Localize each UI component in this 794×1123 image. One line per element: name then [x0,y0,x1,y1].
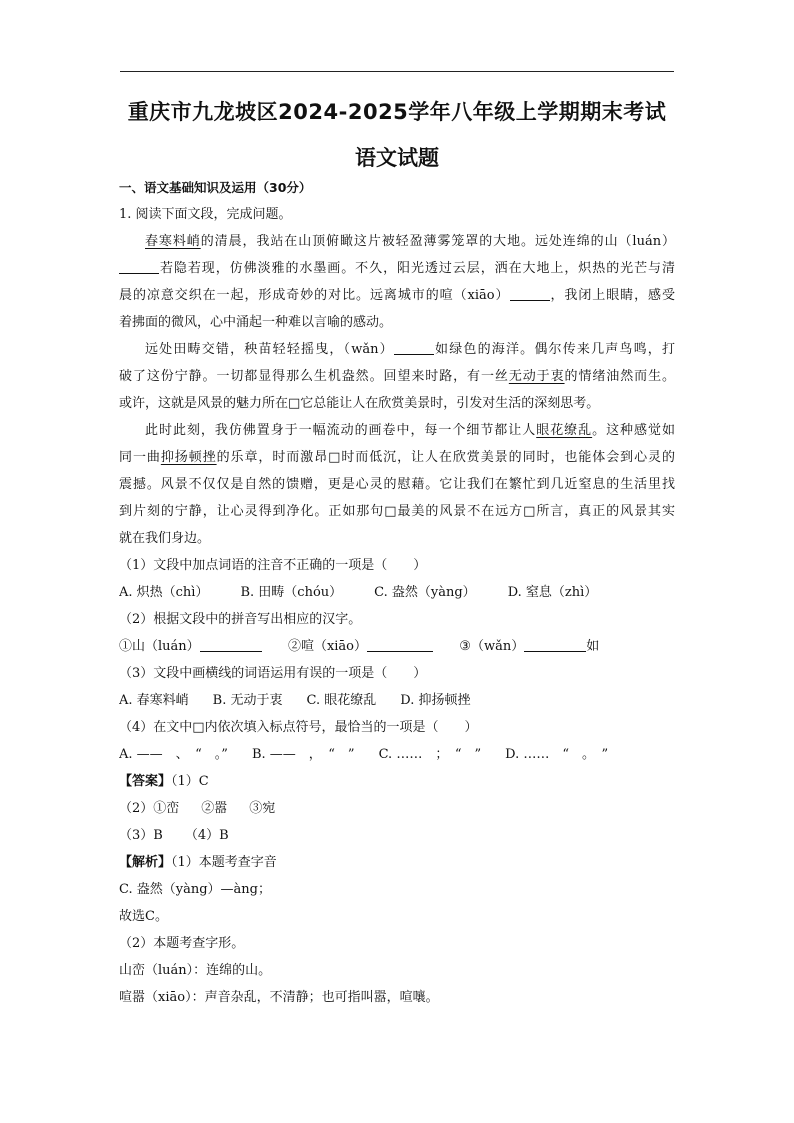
passage-line: 或许，这就是风景的魅力所在□它总能让人在欣赏美景时，引发对生活的深刻思考。 [119,396,600,411]
passage-line [119,417,675,444]
text: 此时此刻，我仿佛置身于一幅流动的画卷中，每一个细节都让人 [145,423,537,438]
sub-question-1: （1）文段中加点词语的注音不正确的一项是（ ） [119,558,427,573]
text: 同一曲 [119,450,161,465]
analysis-line: 故选C。 [119,909,168,924]
option-c: C. 眼花缭乱 [306,693,377,708]
page-subtitle: 语文试题 [355,146,439,170]
text: 的清晨，我站在山顶俯瞰这片被轻盈薄雾笼罩的大地。远处连绵的山（luán） [200,234,675,249]
fill-blank [524,637,586,652]
passage-line: 着拂面的微风，心中涌起一种难以言喻的感动。 [119,315,393,330]
options-1 [119,579,675,606]
answer-line [119,768,675,795]
text: ，我闭上眼睛，感受 [549,288,675,303]
option-c: C. 盎然（yàng） [374,585,476,600]
page-title: 重庆市九龙坡区2024-2025学年八年级上学期期末考试 [127,100,667,124]
option-b: B. 无动于衷 [212,693,283,708]
passage-line: 震撼。风景不仅仅是自然的馈赠，更是心灵的慰藉。它让我们在繁忙到几近窒息的生活里找 [119,477,675,492]
fill-item-3: ③（wǎn） [459,639,525,654]
passage-line [119,282,675,309]
text: 的情绪油然而生。 [564,369,675,384]
answer-34 [119,822,675,849]
underlined-phrase: 眼花缭乱 [536,423,593,438]
option-a: A. 春寒料峭 [119,693,189,708]
sub-question-4: （4）在文中□内依次填入标点符号，最恰当的一项是（ ） [119,720,478,735]
option-d: D. 抑扬顿挫 [400,693,471,708]
text: 破了这份宁静。一切都显得那么生机盎然。回望来时路，有一丝 [119,369,509,384]
options-3 [119,687,675,714]
answer-3: （3）B [119,828,163,843]
sub-question-2: （2）根据文段中的拼音写出相应的汉字。 [119,612,362,627]
text: 。这种感觉如 [592,423,675,438]
underlined-phrase: 抑扬顿挫 [160,450,217,465]
passage-line [119,336,675,363]
underlined-phrase: 春寒料峭 [145,234,201,249]
analysis-line: C. 盎然（yàng）—àng； [119,882,271,897]
fill-blank [394,340,434,355]
passage-line [119,255,675,282]
answer-2-part: （2）①峦 [119,801,180,816]
option-b: B. 田畴（chóu） [240,585,343,600]
passage-line: 到片刻的宁静，让心灵得到净化。正如那句□最美的风景不在远方□所言，真正的风景其实 [119,504,675,519]
options-4 [119,741,675,768]
option-c: C. …… ； “ ” [378,747,482,762]
answer-2-part: ③宛 [249,801,276,816]
fill-item-1: ①山（luán） [119,639,200,654]
analysis-text: （1）本题考查字音 [171,855,277,870]
answer-2 [119,795,675,822]
fill-blank [119,259,159,274]
fill-suffix: 如 [586,639,600,654]
answer-4: （4）B [184,828,229,843]
passage-line: 就在我们身边。 [119,531,211,546]
option-a: A. 炽热（chì） [119,585,209,600]
passage-line [119,363,675,390]
option-d: D. …… “ 。 ” [505,747,609,762]
option-b: B. —— ， “ ” [251,747,355,762]
sub-question-3: （3）文段中画横线的词语运用有误的一项是（ ） [119,666,427,681]
fill-item-2: ②喧（xiāo） [287,639,368,654]
answer-1: （1）C [171,774,209,789]
fill-blank [367,637,433,652]
question-intro: 1. 阅读下面文段，完成问题。 [119,207,292,222]
text: 远处田畴交错，秧苗轻轻摇曳，（wǎn） [145,342,394,357]
header-rule [120,71,674,72]
passage-line [119,444,675,471]
analysis-line: 喧嚣（xiāo）：声音杂乱，不清静；也可指叫嚣，喧嚷。 [119,990,439,1005]
analysis-line [119,849,675,876]
text: 的乐章，时而激昂□时而低沉，让人在欣赏美景的同时，也能体会到心灵的 [216,450,675,465]
answer-2-part: ②嚣 [201,801,228,816]
option-a: A. —— 、 “ 。” [119,747,228,762]
analysis-label: 【解析】 [119,855,172,870]
option-d: D. 窒息（zhì） [507,585,598,600]
analysis-line: （2）本题考查字形。 [119,936,245,951]
fill-blank [510,286,550,301]
underlined-phrase: 无动于衷 [508,369,565,384]
text: 若隐若现，仿佛淡雅的水墨画。不久，阳光透过云层，洒在大地上，炽热的光芒与清 [159,261,675,276]
fill-items [119,633,675,660]
passage-line [119,228,675,255]
text: 晨的凉意交织在一起，形成奇妙的对比。远离城市的喧（xiāo） [119,288,510,303]
answer-label: 【答案】 [119,774,172,789]
analysis-line: 山峦（luán）：连绵的山。 [119,963,272,978]
fill-blank [200,637,262,652]
document-body [119,174,675,1011]
section-heading: 一、语文基础知识及运用（30分） [119,180,312,195]
text: 如绿色的海洋。偶尔传来几声鸟鸣，打 [433,342,675,357]
